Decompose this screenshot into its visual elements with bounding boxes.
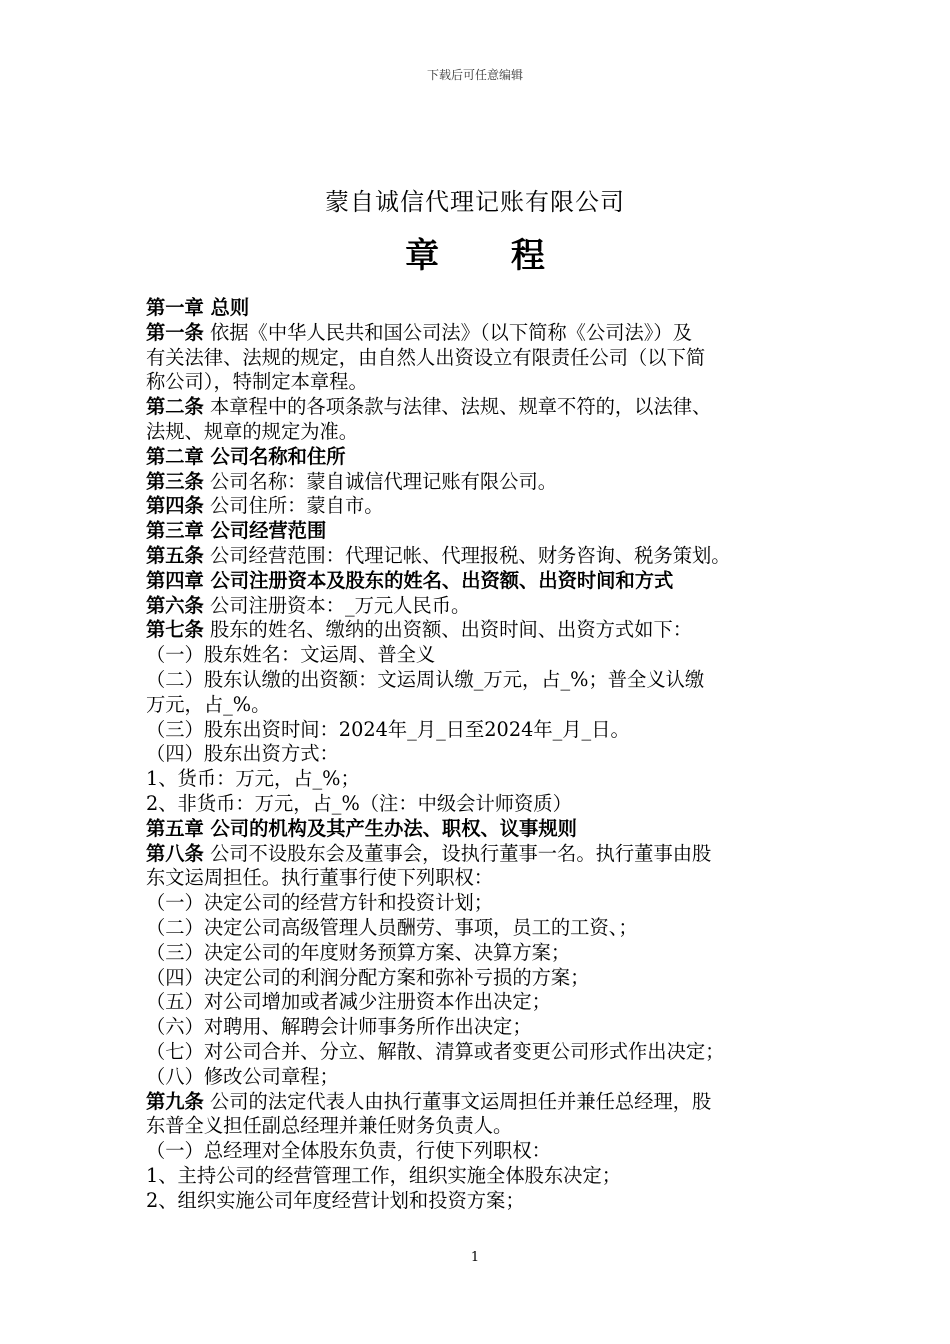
line-text: 依据《中华人民共和国公司法》（以下简称《公司法》）及 [203,320,692,344]
text-line [146,519,821,544]
text-line [146,1040,821,1065]
line-text: （四）决定公司的利润分配方案和弥补亏损的方案； [146,965,590,989]
text-line [146,1139,821,1164]
line-heading: 第一条 [146,320,204,344]
text-line [146,346,821,371]
text-line [146,693,821,718]
text-line [146,668,821,693]
line-heading: 第五章 公司的机构及其产生办法、职权、议事规则 [146,816,577,840]
company-name: 蒙自诚信代理记账有限公司 [325,188,625,216]
line-text: 本章程中的各项条款与法律、法规、规章不符的，以法律、 [203,395,712,419]
document-title: 章 程 [405,236,575,276]
text-line [146,594,821,619]
line-heading: 第二条 [146,395,204,419]
page-header-note: 下载后可任意编辑 [426,68,523,82]
line-text: （三）股东出资时间：2024年_月_日至2024年_月_日。 [146,717,630,741]
text-line [146,1065,821,1090]
line-text: 公司的法定代表人由执行董事文运周担任并兼任总经理，股 [203,1089,712,1113]
line-heading: 第四章 公司注册资本及股东的姓名、出资额、出资时间和方式 [146,568,674,592]
text-line [146,990,821,1015]
text-line [146,321,821,346]
line-heading: 第八条 [146,841,204,865]
line-text: 万元，占_%。 [146,692,271,716]
text-line [146,891,821,916]
text-line [146,395,821,420]
line-heading: 第六条 [146,593,204,617]
line-text: 公司住所：蒙自市。 [203,494,384,518]
text-line [146,742,821,767]
text-line [146,866,821,891]
text-line [146,643,821,668]
text-line [146,470,821,495]
line-text: 公司不设股东会及董事会，设执行董事一名。执行董事由股 [203,841,712,865]
line-text: （五）对公司增加或者减少注册资本作出决定； [146,990,551,1014]
line-text: 公司注册资本：_万元人民币。 [203,593,471,617]
text-line [146,1189,821,1214]
document-body [146,296,821,1213]
text-line [146,494,821,519]
line-text: 2、组织实施公司年度经营计划和投资方案； [146,1188,525,1212]
text-line [146,1114,821,1139]
line-text: 东普全义担任副总经理并兼任财务负责人。 [146,1114,513,1138]
text-line [146,916,821,941]
line-text: （七）对公司合并、分立、解散、清算或者变更公司形式作出决定； [146,1039,725,1063]
text-line [146,1164,821,1189]
text-line [146,370,821,395]
line-heading: 第一章 总则 [146,296,250,319]
text-line [146,1015,821,1040]
text-line [146,296,821,321]
line-text: 有关法律、法规的规定，由自然人出资设立有限责任公司（以下简 [146,345,706,369]
line-text: （一）股东姓名：文运周、普全义 [146,643,436,667]
line-text: （二）决定公司高级管理人员酬劳、事项，员工的工资、； [146,915,638,939]
line-text: 法规、规章的规定为准。 [146,419,359,443]
text-line [146,718,821,743]
text-line [146,569,821,594]
line-heading: 第五条 [146,543,204,567]
line-text: 称公司），特制定本章程。 [146,370,368,394]
text-line [146,966,821,991]
page-number: 1 [470,1250,480,1265]
line-text: （一）决定公司的经营方针和投资计划； [146,891,494,915]
text-line [146,842,821,867]
text-line [146,1090,821,1115]
line-text: 1、主持公司的经营管理工作，组织实施全体股东决定； [146,1163,622,1187]
line-text: 公司经营范围：代理记帐、代理报税、财务咨询、税务策划。 [203,543,731,567]
line-heading: 第七条 [146,618,204,642]
line-text: （二）股东认缴的出资额：文运周认缴_万元，占_%；普全义认缴 [146,667,705,691]
line-text: 公司名称：蒙自诚信代理记账有限公司。 [203,469,558,493]
line-heading: 第九条 [146,1089,204,1113]
line-text: 股东的姓名、缴纳的出资额、出资时间、出资方式如下： [203,618,693,642]
text-line [146,544,821,569]
text-line [146,941,821,966]
line-text: （一）总经理对全体股东负责，行使下列职权： [146,1139,551,1163]
text-line [146,792,821,817]
line-heading: 第四条 [146,494,204,518]
line-heading: 第二章 公司名称和住所 [146,444,346,468]
text-line [146,618,821,643]
line-text: （六）对聘用、解聘会计师事务所作出决定； [146,1015,532,1039]
line-text: 1、货币：万元，占_%； [146,767,360,791]
line-text: （三）决定公司的年度财务预算方案、决算方案； [146,940,571,964]
text-line [146,420,821,445]
text-line [146,817,821,842]
line-heading: 第三条 [146,469,204,493]
line-text: （四）股东出资方式： [146,742,339,766]
text-line [146,445,821,470]
line-text: 东文运周担任。执行董事行使下列职权： [146,866,494,890]
text-line [146,767,821,792]
line-heading: 第三章 公司经营范围 [146,519,327,543]
line-text: （八）修改公司章程； [146,1064,339,1088]
line-text: 2、非货币：万元，占_%（注：中级会计师资质） [146,791,572,815]
